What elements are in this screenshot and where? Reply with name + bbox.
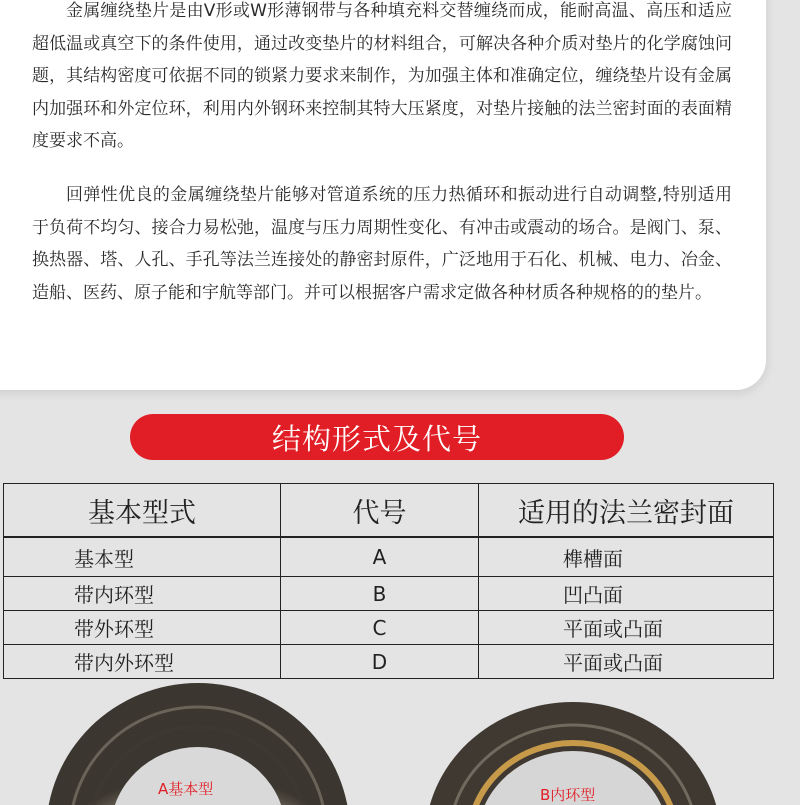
header-flange-surface: 适用的法兰密封面 — [479, 484, 774, 538]
section-title: 结构形式及代号 — [271, 421, 482, 456]
type-cell: 带外环型 — [4, 611, 281, 645]
header-code: 代号 — [281, 484, 479, 538]
section-title-banner — [130, 414, 624, 460]
gasket-b-label: B内环型 — [540, 786, 596, 804]
code-cell: B — [281, 577, 479, 611]
code-cell: D — [281, 645, 479, 679]
code-cell: A — [281, 537, 479, 577]
gasket-a-photo — [30, 683, 400, 800]
table-row — [4, 645, 774, 679]
structure-code-table — [3, 483, 774, 679]
table-row — [4, 611, 774, 645]
intro-paragraph-1: 金属缠绕垫片是由V形或W形薄钢带与各种填充料交替缠绕而成，能耐高温、高压和适应超低温或真空下的条件使用，通过改变垫片的材料组合，可解决各种介质对垫片的化学腐蚀问题，其结构密度可依据不同的锁紧力要求来制作，为加强主体和准确定位，缠绕垫片设有金属内加强环和外定位环，利用内外钢环来控制其特大压紧度，对垫片接触的法兰密封面的表面精度要求不高。 — [32, 1, 732, 151]
type-cell: 带内外环型 — [4, 645, 281, 679]
type-cell: 带内环型 — [4, 577, 281, 611]
surface-cell: 平面或凸面 — [479, 645, 774, 679]
surface-cell: 平面或凸面 — [479, 611, 774, 645]
code-cell: C — [281, 611, 479, 645]
gasket-a-label: A基本型 — [158, 780, 214, 798]
surface-cell: 榫槽面 — [479, 537, 774, 577]
table-row — [4, 577, 774, 611]
table-row — [4, 537, 774, 577]
surface-cell: 凹凸面 — [479, 577, 774, 611]
header-basic-type: 基本型式 — [4, 484, 281, 538]
type-cell: 基本型 — [4, 537, 281, 577]
intro-paragraph-2: 回弹性优良的金属缠绕垫片能够对管道系统的压力热循环和振动进行自动调整,特别适用于负荷不均匀、接合力易松弛，温度与压力周期性变化、有冲击或震动的场合。是阀门、泵、换热器、塔、人孔、手孔等法兰连接处的静密封原件，广泛地用于石化、机械、电力、冶金、造船、医药、原子能和宇航等部门。并可以根据客户需求定做各种材质各种规格的的垫片。 — [32, 185, 732, 303]
table-header-row — [4, 484, 774, 538]
